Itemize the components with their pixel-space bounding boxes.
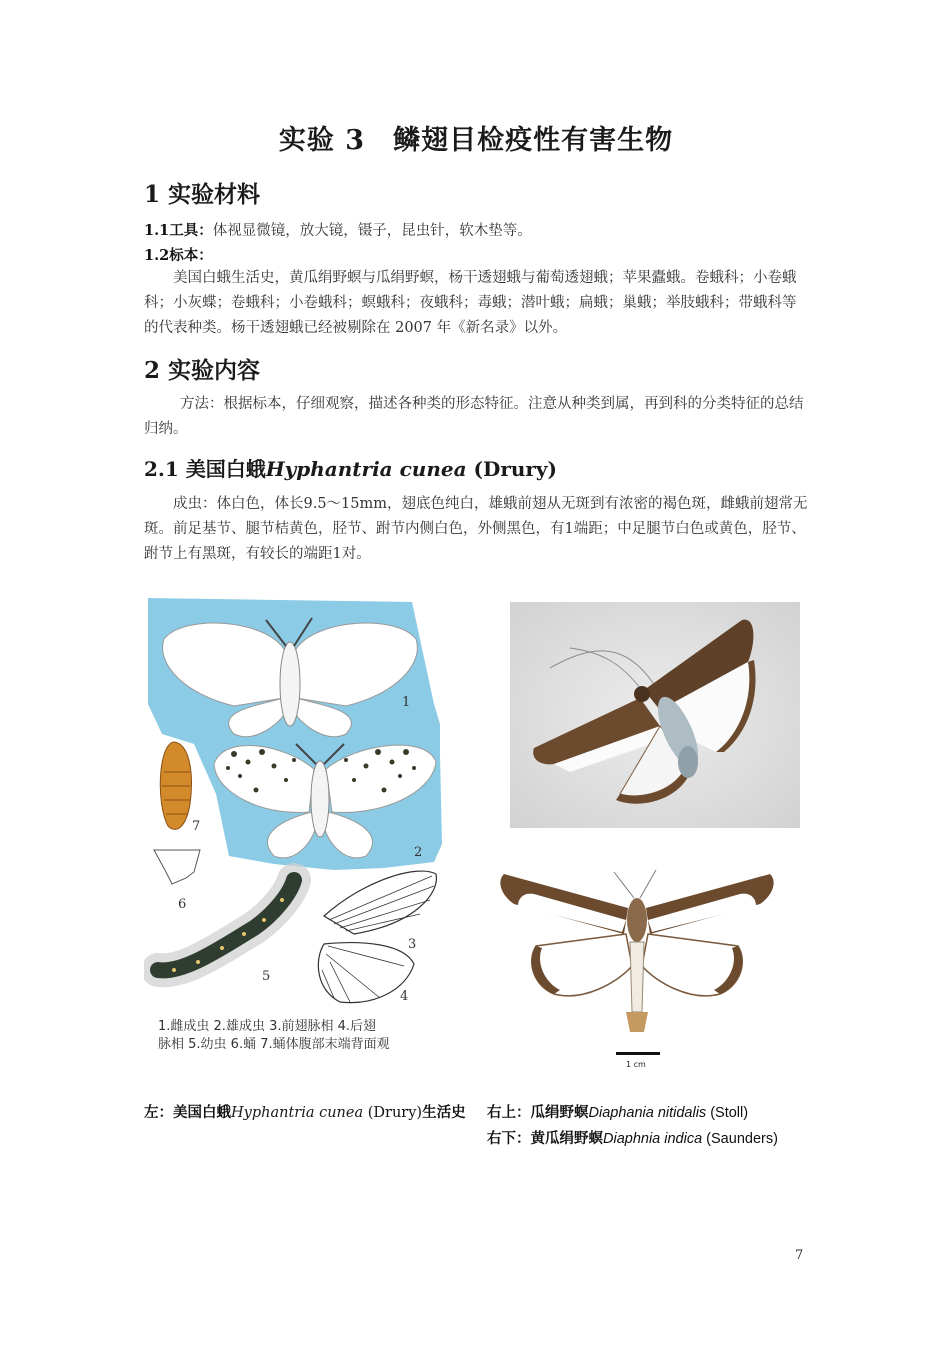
pupa: [160, 742, 191, 829]
caption-rt-latin: Diaphania nitidalis: [588, 1105, 707, 1121]
subsection-heading-author: (Drury): [466, 457, 558, 481]
figure-number-3: 3: [408, 937, 417, 952]
pupa-abdomen-tip: [154, 850, 200, 884]
tools-text: 体视显微镜，放大镜，镊子，昆虫针，软木垫等。: [212, 223, 532, 239]
page-title: 实验 3 鳞翅目检疫性有害生物: [278, 125, 674, 156]
caption-right-top: [487, 1101, 748, 1122]
forewing-venation: [324, 871, 436, 934]
caption-rb-latin: Diaphnia indica: [603, 1131, 703, 1147]
subsection-heading-prefix: 2.1 美国白蛾: [144, 457, 266, 481]
figure-legend-line2: 脉相 5.幼虫 6.蛹 7.蛹体腹部末端背面观: [158, 1037, 390, 1052]
caption-rb-author: (Saunders): [702, 1131, 778, 1147]
specimen-label: 1.2标本：: [144, 247, 213, 264]
caption-left: [144, 1101, 466, 1122]
tools-label: 1.1工具：: [144, 222, 213, 239]
page-number: 7: [795, 1248, 804, 1263]
adult-paragraph: 成虫：体白色，体长9.5～15mm，翅底色纯白，雄蛾前翅从无斑到有浓密的褐色斑，雌蛾前翅常无斑。前足基节、腿节桔黄色，胫节、跗节内侧白色，外侧黑色，有1端距；中足腿节白色或黄色，胫节、跗节上有黑斑，有较长的端距1对。: [144, 496, 808, 562]
scale-bar: [616, 1052, 660, 1055]
caption-rt-prefix: 右上：瓜绢野螟: [487, 1105, 589, 1121]
specimen-line: [144, 244, 213, 265]
caption-left-suffix: 生活史: [422, 1105, 466, 1121]
figure-number-2: 2: [414, 845, 423, 860]
section2-heading: 2 实验内容: [144, 357, 261, 384]
specimen-paragraph: 美国白蛾生活史，黄瓜绢野螟与瓜绢野螟，杨干透翅蛾与葡萄透翅蛾；苹果蠹蛾。卷蛾科；小卷蛾科；小灰蝶；卷蛾科；小卷蛾科；螟蛾科；夜蛾科；毒蛾；潜叶蛾；扁蛾；巢蛾；举肢蛾科；带蛾科等的代表种类。杨干透翅蛾已经被剔除在 2007 年《新名录》以外。: [144, 270, 797, 336]
subsection-heading: [144, 453, 557, 482]
tools-line: [144, 219, 532, 240]
figure-number-4: 4: [400, 989, 409, 1004]
diaphania-nitidalis-photo: [510, 602, 800, 828]
scale-label: 1 cm: [626, 1060, 646, 1069]
caption-left-prefix: 左：美国白蛾: [144, 1105, 231, 1121]
method-paragraph: 方法：根据标本，仔细观察，描述各种类的形态特征。注意从种类到属，再到科的分类特征的总结归纳。: [144, 396, 804, 437]
larva: [158, 880, 294, 972]
figure-number-1: 1: [402, 695, 411, 710]
caption-left-latin: Hyphantria cunea: [231, 1105, 364, 1121]
subsection-heading-latin: Hyphantria cunea: [265, 457, 467, 481]
caption-rb-prefix: 右下：黄瓜绢野螟: [487, 1131, 603, 1147]
caption-left-author: (Drury): [363, 1105, 423, 1121]
figure-number-6: 6: [178, 897, 187, 912]
life-history-illustration: [144, 594, 444, 1060]
figure-number-5: 5: [262, 969, 271, 984]
caption-rt-author: (Stoll): [706, 1105, 749, 1121]
section1-heading: 1 实验材料: [144, 181, 261, 208]
diaphnia-indica-specimen: [494, 862, 784, 1072]
caption-right-bottom: [487, 1127, 778, 1148]
figure-number-7: 7: [192, 819, 201, 834]
figure-legend-line1: 1.雌成虫 2.雄成虫 3.前翅脉相 4.后翅: [158, 1019, 377, 1034]
